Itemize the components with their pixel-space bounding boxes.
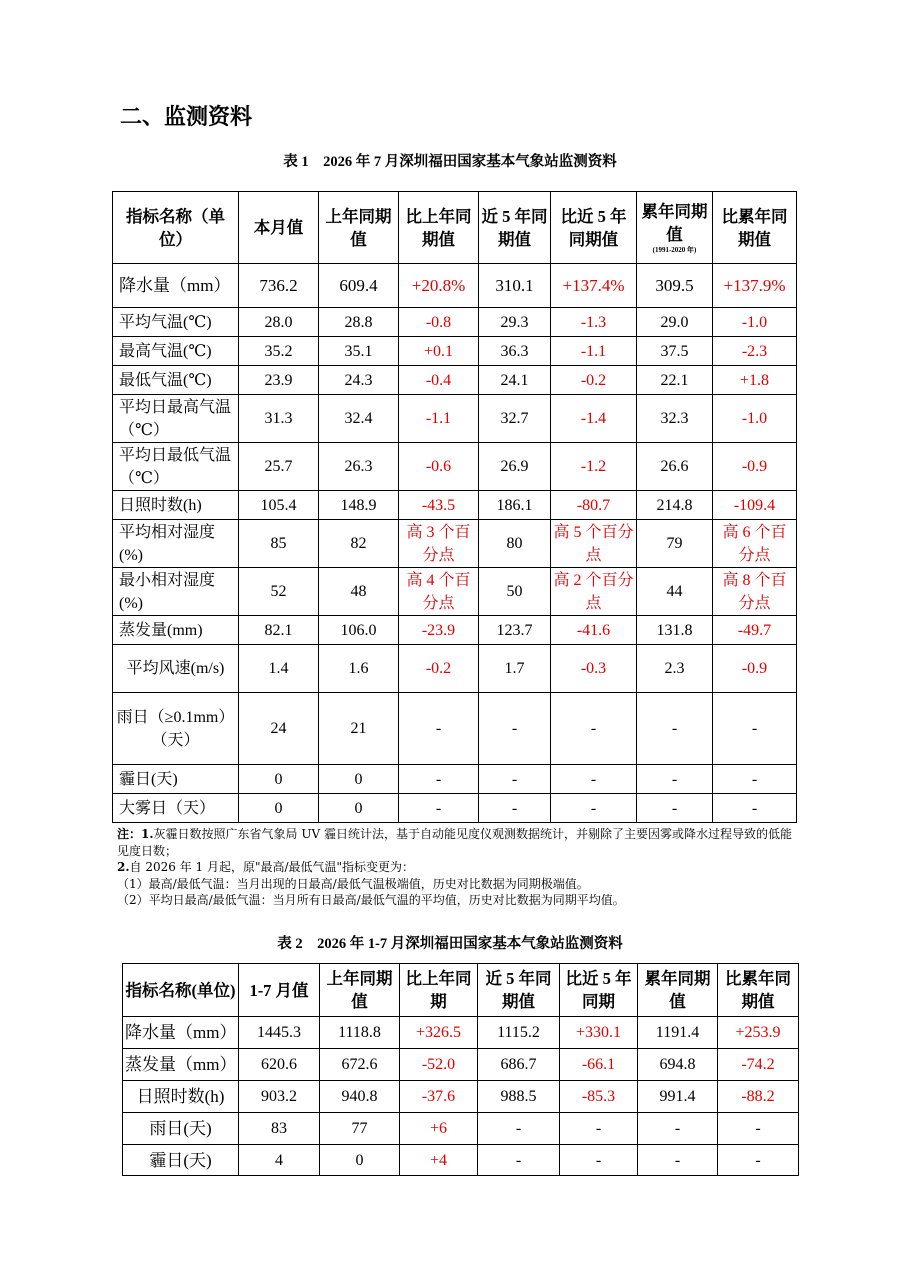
- table1-cell: 29.0: [637, 308, 713, 337]
- table1-header-cell: [713, 192, 797, 264]
- table-row: [113, 693, 797, 765]
- table2-caption: 表 2 2026 年 1-7 月深圳福田国家基本气象站监测资料: [277, 936, 623, 952]
- table1-cell: -: [551, 693, 637, 765]
- table1-cell: 24: [239, 693, 319, 765]
- table1-cell: 29.3: [479, 308, 551, 337]
- table1-cell: 310.1: [479, 264, 551, 308]
- table1-row-label: 降水量（mm）: [113, 264, 239, 308]
- table1-cell: 35.2: [239, 337, 319, 366]
- table1-cell: 32.7: [479, 395, 551, 443]
- table2-cell: 686.7: [478, 1049, 560, 1081]
- table-row: [123, 1113, 799, 1145]
- table1-row-label: 蒸发量(mm): [113, 616, 239, 645]
- table1-cell: 高 6 个百分点: [713, 520, 797, 568]
- table1-row-label: 大雾日（天）: [113, 794, 239, 823]
- table-row: [113, 616, 797, 645]
- section-title: 二、监测资料: [120, 105, 253, 130]
- table1-row-label: 日照时数(h): [113, 491, 239, 520]
- note2-text: 自 2026 年 1 月起，原"最高/最低气温"指标变更为：: [129, 860, 415, 874]
- table-row: [113, 337, 797, 366]
- table1-header-text: 比近 5 年同期值: [560, 206, 627, 249]
- table1-cell: +137.9%: [713, 264, 797, 308]
- table1-header-text: 指标名称（单位）: [126, 206, 225, 249]
- table2-header-row: [123, 964, 799, 1017]
- table2-row-label: 蒸发量（mm）: [123, 1049, 239, 1081]
- table-row: [123, 1017, 799, 1049]
- note4-text: （2）平均日最高/最低气温：当月所有日最高/最低气温的平均值，历史对比数据为同期平均值。: [117, 893, 625, 907]
- table2-cell: 620.6: [239, 1049, 320, 1081]
- table1-cell: 82: [319, 520, 399, 568]
- table2-cell: -37.6: [400, 1081, 478, 1113]
- table1-cell: 82.1: [239, 616, 319, 645]
- note1-text: 灰霾日数按照广东省气象局 UV 霾日统计法，基于自动能见度仪观测数据统计，并剔除了主要因雾或降水过程导致的低能见度日数；: [117, 827, 792, 858]
- table1-cell: -1.1: [551, 337, 637, 366]
- table1-cell: 22.1: [637, 366, 713, 395]
- table2-header-cell: 累年同期值: [638, 964, 718, 1017]
- table1-cell: 23.9: [239, 366, 319, 395]
- table1-cell: 26.9: [479, 443, 551, 491]
- table1-cell: -0.8: [399, 308, 479, 337]
- table1-cell: 48: [319, 568, 399, 616]
- table1-cell: +137.4%: [551, 264, 637, 308]
- table2-cell: 4: [239, 1145, 320, 1176]
- table2-cell: +6: [400, 1113, 478, 1145]
- table1-cell: +20.8%: [399, 264, 479, 308]
- table2-cell: 1115.2: [478, 1017, 560, 1049]
- table1-cell: 高 5 个百分点: [551, 520, 637, 568]
- table2-header-cell: 比上年同期: [400, 964, 478, 1017]
- table2-cell: -: [718, 1145, 799, 1176]
- table1-cell: -0.6: [399, 443, 479, 491]
- table1: [112, 191, 797, 823]
- table2-cell: 0: [320, 1145, 400, 1176]
- table1-cell: -23.9: [399, 616, 479, 645]
- table1-cell: 80: [479, 520, 551, 568]
- table1-cell: 21: [319, 693, 399, 765]
- table1-cell: 148.9: [319, 491, 399, 520]
- table2-cell: -66.1: [560, 1049, 638, 1081]
- table1-header-cell: [479, 192, 551, 264]
- table-row: [113, 366, 797, 395]
- table1-header-row: [113, 192, 797, 264]
- table1-cell: 214.8: [637, 491, 713, 520]
- table2-row-label: 降水量（mm）: [123, 1017, 239, 1049]
- table1-cell: -49.7: [713, 616, 797, 645]
- table1-cell: 28.0: [239, 308, 319, 337]
- table1-header-cell: [399, 192, 479, 264]
- table-row: [113, 645, 797, 693]
- table1-cell: 85: [239, 520, 319, 568]
- table1-cell: -: [637, 794, 713, 823]
- table1-cell: 26.6: [637, 443, 713, 491]
- table1-header-cell: [319, 192, 399, 264]
- note2-label: 2.: [117, 860, 130, 874]
- table2-cell: 83: [239, 1113, 320, 1145]
- table1-cell: 35.1: [319, 337, 399, 366]
- table1-cell: 736.2: [239, 264, 319, 308]
- table2-header-cell: 比近 5 年同期: [560, 964, 638, 1017]
- table2-cell: +326.5: [400, 1017, 478, 1049]
- table1-header-text: 上年同期值: [325, 206, 392, 249]
- table1-cell: 高 3 个百分点: [399, 520, 479, 568]
- table1-header-cell: [239, 192, 319, 264]
- table1-cell: 高 2 个百分点: [551, 568, 637, 616]
- table1-cell: -2.3: [713, 337, 797, 366]
- table2-cell: +253.9: [718, 1017, 799, 1049]
- table1-cell: -: [479, 794, 551, 823]
- table2-cell: -: [478, 1145, 560, 1176]
- table1-cell: 79: [637, 520, 713, 568]
- table2-row-label: 日照时数(h): [123, 1081, 239, 1113]
- table1-cell: -: [399, 693, 479, 765]
- table1-row-label: 平均相对湿度(%): [113, 520, 239, 568]
- table1-cell: -43.5: [399, 491, 479, 520]
- table1-cell: 28.8: [319, 308, 399, 337]
- table2-cell: 940.8: [320, 1081, 400, 1113]
- table1-cell: -0.2: [551, 366, 637, 395]
- table1-header-cell: [113, 192, 239, 264]
- table2-cell: 694.8: [638, 1049, 718, 1081]
- table1-cell: -1.0: [713, 395, 797, 443]
- table1-cell: 50: [479, 568, 551, 616]
- table1-cell: -80.7: [551, 491, 637, 520]
- table1-cell: 24.3: [319, 366, 399, 395]
- table1-cell: -: [713, 794, 797, 823]
- table2-cell: -: [560, 1145, 638, 1176]
- table2-cell: 1118.8: [320, 1017, 400, 1049]
- table2-cell: +330.1: [560, 1017, 638, 1049]
- table2-cell: 903.2: [239, 1081, 320, 1113]
- table1-header-cell: [551, 192, 637, 264]
- table1-cell: -: [551, 794, 637, 823]
- table1-header-text: 近 5 年同期值: [481, 206, 548, 249]
- table1-row-label: 最小相对湿度(%): [113, 568, 239, 616]
- table1-cell: -: [713, 765, 797, 794]
- table1-header-text: 本月值: [253, 218, 304, 237]
- table1-cell: -: [399, 765, 479, 794]
- table1-cell: 0: [239, 765, 319, 794]
- table1-cell: 186.1: [479, 491, 551, 520]
- table2-header-cell: 比累年同期值: [718, 964, 799, 1017]
- table-row: [123, 1145, 799, 1176]
- table2-cell: 672.6: [320, 1049, 400, 1081]
- table1-cell: 高 8 个百分点: [713, 568, 797, 616]
- table-row: [113, 308, 797, 337]
- table-row: [113, 794, 797, 823]
- table2-cell: -: [718, 1113, 799, 1145]
- table1-cell: 37.5: [637, 337, 713, 366]
- table1-row-label: 最低气温(℃): [113, 366, 239, 395]
- table-row: [113, 264, 797, 308]
- table2: [122, 963, 799, 1176]
- table1-cell: +1.8: [713, 366, 797, 395]
- table2-cell: +4: [400, 1145, 478, 1176]
- table1-cell: 32.4: [319, 395, 399, 443]
- table1-header-text: 比上年同期值: [405, 206, 472, 249]
- table1-cell: -0.9: [713, 443, 797, 491]
- table2-header-cell: 1-7 月值: [239, 964, 320, 1017]
- table1-cell: 2.3: [637, 645, 713, 693]
- table1-cell: -: [479, 693, 551, 765]
- table1-header-note: (1991-2020 年): [652, 246, 697, 254]
- table1-cell: -1.4: [551, 395, 637, 443]
- table2-header-cell: 近 5 年同期值: [478, 964, 560, 1017]
- table-row: [113, 443, 797, 491]
- table1-cell: -1.2: [551, 443, 637, 491]
- table1-cell: 0: [319, 765, 399, 794]
- table-row: [113, 395, 797, 443]
- table2-cell: -: [638, 1145, 718, 1176]
- table1-cell: -: [637, 693, 713, 765]
- table2-cell: -74.2: [718, 1049, 799, 1081]
- table1-cell: 1.7: [479, 645, 551, 693]
- table1-row-label: 最高气温(℃): [113, 337, 239, 366]
- table1-cell: -1.3: [551, 308, 637, 337]
- table1-cell: -1.1: [399, 395, 479, 443]
- table1-cell: -: [551, 765, 637, 794]
- table1-cell: 131.8: [637, 616, 713, 645]
- table1-cell: 0: [239, 794, 319, 823]
- table1-cell: 609.4: [319, 264, 399, 308]
- table1-cell: 123.7: [479, 616, 551, 645]
- table2-cell: -: [560, 1113, 638, 1145]
- table1-row-label: 雨日（≥0.1mm）（天）: [113, 693, 239, 765]
- table1-cell: 36.3: [479, 337, 551, 366]
- table2-header-cell: 上年同期值: [320, 964, 400, 1017]
- table1-cell: 25.7: [239, 443, 319, 491]
- table1-cell: 105.4: [239, 491, 319, 520]
- table1-cell: -0.3: [551, 645, 637, 693]
- table2-cell: -88.2: [718, 1081, 799, 1113]
- table-row: [113, 520, 797, 568]
- table1-row-label: 平均日最高气温（℃）: [113, 395, 239, 443]
- table1-cell: -0.9: [713, 645, 797, 693]
- table-row: [123, 1049, 799, 1081]
- table1-cell: -41.6: [551, 616, 637, 645]
- table1-cell: 52: [239, 568, 319, 616]
- table1-cell: -0.2: [399, 645, 479, 693]
- table1-cell: 32.3: [637, 395, 713, 443]
- table1-cell: 0: [319, 794, 399, 823]
- table1-cell: 24.1: [479, 366, 551, 395]
- table2-header-cell: 指标名称(单位): [123, 964, 239, 1017]
- table1-row-label: 平均日最低气温（℃）: [113, 443, 239, 491]
- table1-row-label: 平均气温(℃): [113, 308, 239, 337]
- note3-text: （1）最高/最低气温：当月出现的日最高/最低气温极端值，历史对比数据为同期极端值。: [117, 876, 589, 891]
- table1-cell: -109.4: [713, 491, 797, 520]
- table2-cell: 77: [320, 1113, 400, 1145]
- table-row: [113, 765, 797, 794]
- table1-cell: -: [479, 765, 551, 794]
- table2-cell: 1191.4: [638, 1017, 718, 1049]
- table2-cell: -85.3: [560, 1081, 638, 1113]
- table1-cell: 31.3: [239, 395, 319, 443]
- table1-cell: 44: [637, 568, 713, 616]
- table2-cell: 988.5: [478, 1081, 560, 1113]
- table2-row-label: 雨日(天): [123, 1113, 239, 1145]
- table1-cell: 1.4: [239, 645, 319, 693]
- table1-cell: 高 4 个百分点: [399, 568, 479, 616]
- table1-header-cell: [637, 192, 713, 264]
- table2-cell: -52.0: [400, 1049, 478, 1081]
- table2-cell: 991.4: [638, 1081, 718, 1113]
- table1-header-text: 比累年同期值: [721, 206, 788, 249]
- table1-cell: -: [399, 794, 479, 823]
- note1-label: 注：1.: [117, 827, 154, 841]
- table1-cell: 309.5: [637, 264, 713, 308]
- table2-row-label: 霾日(天): [123, 1145, 239, 1176]
- table2-cell: 1445.3: [239, 1017, 320, 1049]
- table1-cell: -: [637, 765, 713, 794]
- table1-notes: [117, 826, 797, 909]
- table1-row-label: 霾日(天): [113, 765, 239, 794]
- table2-cell: -: [638, 1113, 718, 1145]
- table1-caption: 表 1 2026 年 7 月深圳福田国家基本气象站监测资料: [283, 154, 617, 170]
- table1-cell: -0.4: [399, 366, 479, 395]
- table1-header-text: 累年同期值: [641, 202, 708, 244]
- table1-cell: 26.3: [319, 443, 399, 491]
- table1-cell: 106.0: [319, 616, 399, 645]
- table1-row-label: 平均风速(m/s): [113, 645, 239, 693]
- table-row: [123, 1081, 799, 1113]
- table-row: [113, 568, 797, 616]
- table2-cell: -: [478, 1113, 560, 1145]
- table1-cell: -1.0: [713, 308, 797, 337]
- table1-cell: +0.1: [399, 337, 479, 366]
- table1-cell: 1.6: [319, 645, 399, 693]
- table-row: [113, 491, 797, 520]
- table1-cell: -: [713, 693, 797, 765]
